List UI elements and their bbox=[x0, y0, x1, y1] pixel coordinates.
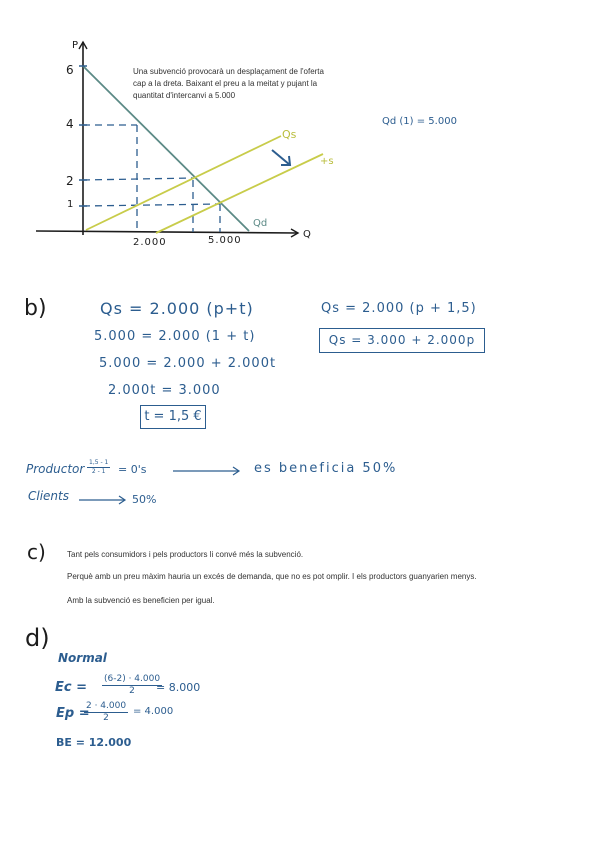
be-total: BE = 12.000 bbox=[56, 736, 132, 749]
c-line-3: Amb la subvenció es beneficien per igual. bbox=[67, 596, 215, 605]
qs-label: Qs bbox=[282, 128, 297, 141]
b-right-eq: Qs = 2.000 (p + 1,5) bbox=[321, 301, 477, 316]
y-tick-label-4: 4 bbox=[66, 117, 74, 131]
section-b-letter: b) bbox=[24, 296, 47, 321]
section-d-letter: d) bbox=[25, 624, 50, 652]
guide-p1 bbox=[83, 204, 220, 206]
ec-fraction bbox=[102, 674, 162, 697]
x-axis-label: Q bbox=[303, 229, 311, 240]
supply-demand-graph bbox=[0, 0, 600, 270]
graph-note-line: Una subvenció provocarà un desplaçament de l'oferta bbox=[133, 67, 324, 76]
b-eq-3: 5.000 = 2.000 + 2.000t bbox=[99, 356, 277, 371]
producer-label: Productor bbox=[26, 462, 85, 476]
producer-fraction-num: 1,5 - 1 bbox=[89, 459, 109, 466]
ec-label: Ec = bbox=[55, 680, 88, 695]
ep-fraction-num: 2 · 4.000 bbox=[86, 701, 127, 711]
y-tick-label-1: 1 bbox=[67, 199, 74, 210]
ec-result: = 8.000 bbox=[156, 681, 201, 694]
producer-fraction-den: 2 - 1 bbox=[91, 468, 106, 475]
producer-value: = 0's bbox=[118, 463, 147, 476]
qd-label: Qd bbox=[253, 218, 268, 229]
side-note: Qd (1) = 5.000 bbox=[382, 116, 457, 127]
producer-fraction bbox=[87, 459, 110, 476]
qs-shift-label: +s bbox=[320, 156, 334, 167]
ep-result: = 4.000 bbox=[133, 706, 174, 717]
producer-arrow bbox=[172, 466, 242, 476]
b-right-box: Qs = 3.000 + 2.000p bbox=[319, 328, 485, 353]
ec-fraction-num: (6-2) · 4.000 bbox=[104, 674, 161, 684]
guide-p2 bbox=[83, 178, 193, 180]
x-tick-label-5000: 5.000 bbox=[208, 235, 242, 246]
b-eq-2: 5.000 = 2.000 (1 + t) bbox=[94, 329, 256, 344]
ep-label: Ep = bbox=[56, 706, 90, 721]
b-eq-1: Qs = 2.000 (p+t) bbox=[100, 299, 254, 318]
producer-result: es beneficia 50% bbox=[254, 461, 398, 476]
graph-note-line: cap a la dreta. Baixant el preu a la meitat y pujant la bbox=[133, 79, 318, 88]
y-tick-label-6: 6 bbox=[66, 63, 74, 77]
x-tick-label-2000: 2.000 bbox=[133, 237, 167, 248]
clients-label: Clients bbox=[28, 489, 69, 503]
b-result-box: t = 1,5 € bbox=[140, 405, 206, 429]
ep-fraction-den: 2 bbox=[103, 713, 109, 723]
x-axis bbox=[36, 231, 298, 233]
graph-note bbox=[133, 66, 324, 102]
clients-result: 50% bbox=[132, 493, 157, 506]
c-line-2: Perquè amb un preu màxim hauria un excés de demanda, que no es pot omplir. I els productors guanyarien menys. bbox=[67, 572, 477, 581]
graph-note-line: quantitat d'intercanvi a 5.000 bbox=[133, 91, 236, 100]
shift-arrow bbox=[272, 150, 290, 165]
ep-fraction bbox=[84, 701, 128, 724]
b-eq-4: 2.000t = 3.000 bbox=[108, 383, 221, 398]
ec-fraction-den: 2 bbox=[129, 686, 135, 696]
supply-line bbox=[86, 136, 281, 230]
d-heading: Normal bbox=[58, 651, 107, 665]
y-axis-label: P bbox=[72, 40, 79, 51]
c-line-1: Tant pels consumidors i pels productors li convé més la subvenció. bbox=[67, 550, 304, 559]
clients-arrow bbox=[78, 495, 128, 505]
section-c-letter: c) bbox=[27, 540, 46, 564]
y-tick-label-2: 2 bbox=[66, 174, 74, 188]
